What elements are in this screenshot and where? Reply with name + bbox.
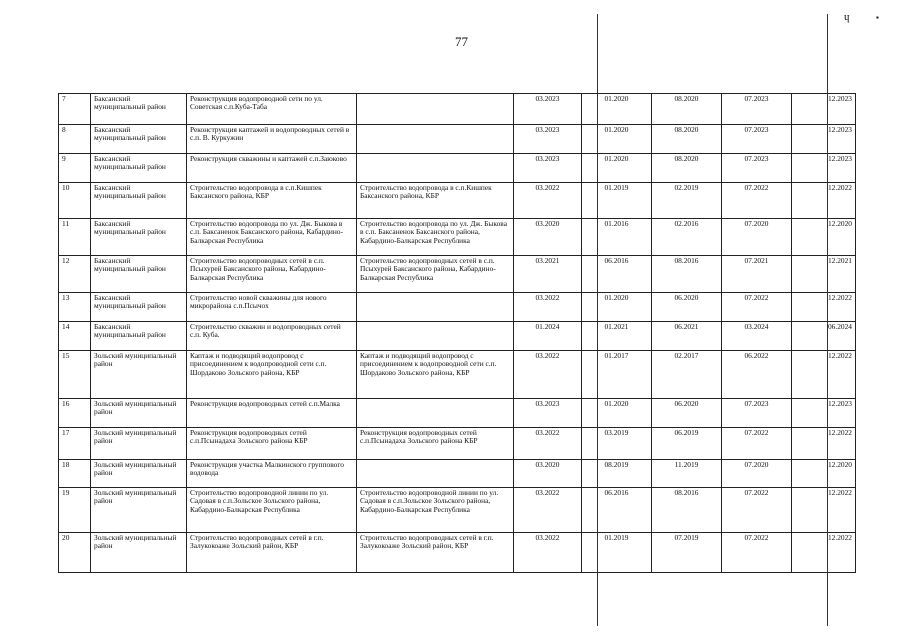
date-cell: 08.2020 — [652, 125, 722, 154]
scan-artifact-line — [827, 14, 828, 626]
row-number: 18 — [59, 460, 91, 488]
table-row — [59, 183, 856, 219]
date-cell: 03.2020 — [514, 219, 582, 256]
date-cell: 02.2016 — [652, 219, 722, 256]
region-cell: Баксанский муниципальный район — [91, 125, 187, 154]
scan-artifact-line — [597, 14, 598, 626]
date-cell: 08.2016 — [652, 256, 722, 293]
date-cell: 07.2023 — [722, 154, 792, 183]
date-cell: 12.2023 — [792, 399, 856, 428]
date-cell: 03.2022 — [514, 351, 582, 399]
date-cell: 03.2022 — [514, 293, 582, 322]
table-row — [59, 399, 856, 428]
object-cell: Строительство водопроводной линии по ул. Садовая в с.п.Зольское Зольского района, Кабардино-Балкарская Республика — [357, 488, 514, 533]
date-cell: 03.2022 — [514, 428, 582, 460]
object-cell — [357, 94, 514, 125]
date-cell: 07.2020 — [722, 219, 792, 256]
object-cell: Реконструкция водопроводных сетей с.п.Псынадаха Зольского района КБР — [357, 428, 514, 460]
project-cell: Реконструкция участка Малкинского группового водовода — [187, 460, 357, 488]
corner-mark: ▪ — [876, 13, 879, 22]
region-cell: Зольский муниципальный район — [91, 488, 187, 533]
date-cell: 12.2022 — [792, 533, 856, 573]
date-cell: 07.2019 — [652, 533, 722, 573]
date-cell: 01.2019 — [582, 533, 652, 573]
date-cell: 01.2020 — [582, 154, 652, 183]
row-number: 13 — [59, 293, 91, 322]
date-cell: 06.2022 — [722, 351, 792, 399]
project-cell: Строительство водопроводных сетей в г.п. Залукокоаже Зольский район, КБР — [187, 533, 357, 573]
date-cell: 01.2024 — [514, 322, 582, 351]
region-cell: Зольский муниципальный район — [91, 533, 187, 573]
row-number: 9 — [59, 154, 91, 183]
row-number: 17 — [59, 428, 91, 460]
date-cell: 11.2019 — [652, 460, 722, 488]
row-number: 12 — [59, 256, 91, 293]
date-cell: 01.2020 — [582, 125, 652, 154]
row-number: 8 — [59, 125, 91, 154]
date-cell: 06.2020 — [652, 293, 722, 322]
page-number: 77 — [455, 34, 468, 49]
table-row — [59, 94, 856, 125]
region-cell: Баксанский муниципальный район — [91, 256, 187, 293]
table-row — [59, 428, 856, 460]
date-cell: 07.2021 — [722, 256, 792, 293]
date-cell: 01.2021 — [582, 322, 652, 351]
row-number: 10 — [59, 183, 91, 219]
date-cell: 12.2022 — [792, 351, 856, 399]
date-cell: 02.2019 — [652, 183, 722, 219]
project-cell: Строительство водопровода в с.п.Кишпек Баксанского района, КБР — [187, 183, 357, 219]
project-cell: Реконструкция водопроводной сети по ул. Советская с.п.Куба-Таба — [187, 94, 357, 125]
region-cell: Баксанский муниципальный район — [91, 154, 187, 183]
object-cell: Каптаж и подводящий водопровод с присоединением к водопроводной сети с.п. Шордаково Зольского района, КБР — [357, 351, 514, 399]
date-cell: 07.2020 — [722, 460, 792, 488]
corner-mark: ɥ — [844, 11, 850, 23]
table-row — [59, 351, 856, 399]
date-cell: 02.2017 — [652, 351, 722, 399]
date-cell: 01.2017 — [582, 351, 652, 399]
date-cell: 12.2020 — [792, 460, 856, 488]
table-row — [59, 256, 856, 293]
row-number: 20 — [59, 533, 91, 573]
date-cell: 07.2023 — [722, 94, 792, 125]
project-cell: Реконструкция водопроводных сетей с.п.Псынадаха Зольского района КБР — [187, 428, 357, 460]
date-cell: 08.2020 — [652, 154, 722, 183]
date-cell: 07.2022 — [722, 488, 792, 533]
date-cell: 03.2022 — [514, 488, 582, 533]
table-row — [59, 460, 856, 488]
object-cell: Строительство водопровода по ул. Дж. Быкова в с.п. Баксаненок Баксанского района, Кабардино-Балкарская Республика — [357, 219, 514, 256]
object-cell — [357, 125, 514, 154]
project-cell: Строительство новой скважины для нового микрорайона с.п.Псычох — [187, 293, 357, 322]
date-cell: 07.2023 — [722, 125, 792, 154]
region-cell: Баксанский муниципальный район — [91, 219, 187, 256]
table-row — [59, 293, 856, 322]
date-cell: 12.2021 — [792, 256, 856, 293]
project-cell: Строительство водопровода по ул. Дж. Быкова в с.п. Баксаненок Баксанского района, Кабардино-Балкарская Республика — [187, 219, 357, 256]
date-cell: 08.2020 — [652, 94, 722, 125]
date-cell: 12.2023 — [792, 154, 856, 183]
projects-table — [58, 93, 856, 573]
date-cell: 03.2022 — [514, 533, 582, 573]
date-cell: 06.2016 — [582, 488, 652, 533]
date-cell: 03.2024 — [722, 322, 792, 351]
region-cell: Зольский муниципальный район — [91, 399, 187, 428]
region-cell: Зольский муниципальный район — [91, 351, 187, 399]
date-cell: 01.2019 — [582, 183, 652, 219]
date-cell: 12.2022 — [792, 488, 856, 533]
date-cell: 03.2020 — [514, 460, 582, 488]
date-cell: 03.2019 — [582, 428, 652, 460]
object-cell: Строительство водопроводных сетей в г.п. Залукокоаже Зольский район, КБР — [357, 533, 514, 573]
table-row — [59, 154, 856, 183]
object-cell — [357, 399, 514, 428]
project-cell: Строительство водопроводной линии по ул. Садовая в с.п.Зольское Зольского района, Кабардино-Балкарская Республика — [187, 488, 357, 533]
date-cell: 06.2016 — [582, 256, 652, 293]
date-cell: 03.2023 — [514, 399, 582, 428]
date-cell: 12.2023 — [792, 94, 856, 125]
table-row — [59, 219, 856, 256]
object-cell: Строительство водопроводных сетей в с.п. Псыхурей Баксанского района, Кабардино-Балкарская Республика — [357, 256, 514, 293]
table-row — [59, 322, 856, 351]
date-cell: 03.2023 — [514, 154, 582, 183]
region-cell: Зольский муниципальный район — [91, 460, 187, 488]
project-cell: Реконструкция водопроводных сетей с.п.Малка — [187, 399, 357, 428]
date-cell: 06.2020 — [652, 399, 722, 428]
row-number: 14 — [59, 322, 91, 351]
project-cell: Реконструкция скважины и каптажей с.п.Заюково — [187, 154, 357, 183]
date-cell: 08.2019 — [582, 460, 652, 488]
table-row — [59, 125, 856, 154]
date-cell: 07.2023 — [722, 399, 792, 428]
date-cell: 07.2022 — [722, 428, 792, 460]
date-cell: 03.2022 — [514, 183, 582, 219]
date-cell: 08.2016 — [652, 488, 722, 533]
date-cell: 12.2020 — [792, 219, 856, 256]
date-cell: 01.2020 — [582, 94, 652, 125]
object-cell: Строительство водопровода в с.п.Кишпек Баксанского района, КБР — [357, 183, 514, 219]
date-cell: 12.2022 — [792, 428, 856, 460]
region-cell: Баксанский муниципальный район — [91, 293, 187, 322]
date-cell: 07.2022 — [722, 183, 792, 219]
project-cell: Строительство скважин и водопроводных сетей с.п. Куба. — [187, 322, 357, 351]
date-cell: 06.2019 — [652, 428, 722, 460]
project-cell: Строительство водопроводных сетей в с.п. Псыхурей Баксанского района, Кабардино-Балкарская Республика — [187, 256, 357, 293]
date-cell: 06.2024 — [792, 322, 856, 351]
date-cell: 01.2016 — [582, 219, 652, 256]
date-cell: 06.2021 — [652, 322, 722, 351]
date-cell: 03.2023 — [514, 125, 582, 154]
row-number: 11 — [59, 219, 91, 256]
date-cell: 07.2022 — [722, 293, 792, 322]
date-cell: 01.2020 — [582, 399, 652, 428]
row-number: 7 — [59, 94, 91, 125]
object-cell — [357, 322, 514, 351]
date-cell: 03.2023 — [514, 94, 582, 125]
date-cell: 12.2023 — [792, 125, 856, 154]
table-row — [59, 533, 856, 573]
date-cell: 12.2022 — [792, 293, 856, 322]
region-cell: Зольский муниципальный район — [91, 428, 187, 460]
region-cell: Баксанский муниципальный район — [91, 94, 187, 125]
row-number: 16 — [59, 399, 91, 428]
object-cell — [357, 154, 514, 183]
date-cell: 01.2020 — [582, 293, 652, 322]
date-cell: 07.2022 — [722, 533, 792, 573]
row-number: 15 — [59, 351, 91, 399]
project-cell: Реконструкция каптажей и водопроводных сетей в с.п. В. Куркужин — [187, 125, 357, 154]
table-row — [59, 488, 856, 533]
row-number: 19 — [59, 488, 91, 533]
date-cell: 03.2021 — [514, 256, 582, 293]
project-cell: Каптаж и подводящий водопровод с присоединением к водопроводной сети с.п. Шордаково Зольского района, КБР — [187, 351, 357, 399]
region-cell: Баксанский муниципальный район — [91, 183, 187, 219]
object-cell — [357, 293, 514, 322]
region-cell: Баксанский муниципальный район — [91, 322, 187, 351]
date-cell: 12.2022 — [792, 183, 856, 219]
object-cell — [357, 460, 514, 488]
